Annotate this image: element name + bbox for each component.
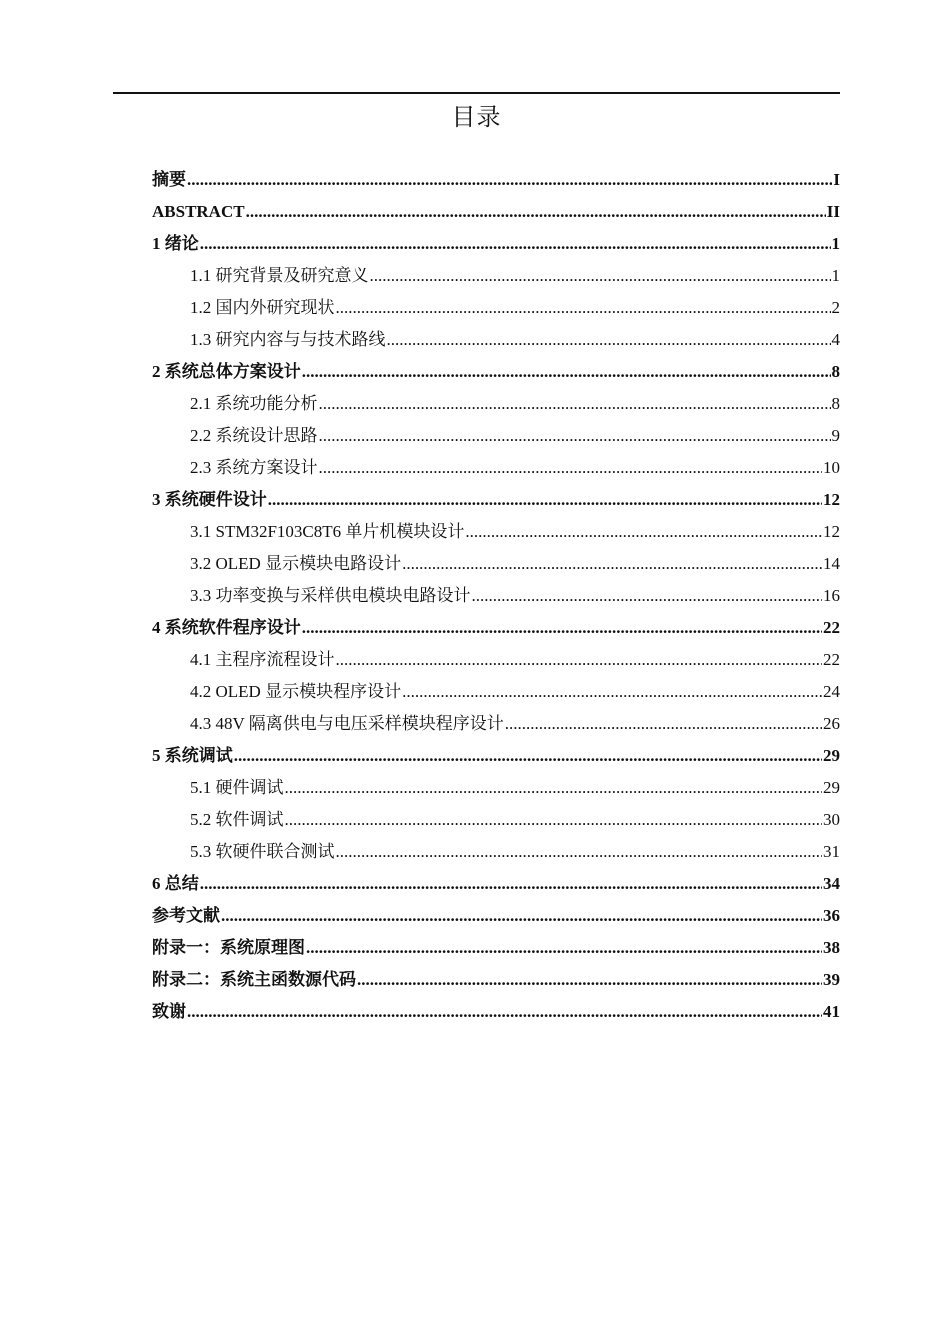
- toc-page-number: 30: [823, 810, 840, 829]
- toc-dot-leader: [370, 260, 831, 292]
- toc-entry-label: 2.1 系统功能分析: [190, 394, 318, 413]
- toc-dot-leader: [472, 580, 823, 612]
- toc-dot-leader: [336, 836, 823, 868]
- toc-chapter-entry[interactable]: [152, 996, 840, 1028]
- toc-section-entry[interactable]: [152, 516, 840, 548]
- toc-chapter-entry[interactable]: [152, 228, 840, 260]
- toc-page-number: 14: [823, 554, 840, 573]
- toc-entry-label: 6 总结: [152, 874, 199, 893]
- toc-page-number: 24: [823, 682, 840, 701]
- toc-chapter-entry[interactable]: [152, 740, 840, 772]
- toc-entry-label: 5 系统调试: [152, 746, 233, 765]
- toc-entry-label: 4.1 主程序流程设计: [190, 650, 335, 669]
- toc-section-entry[interactable]: [152, 804, 840, 836]
- toc-dot-leader: [200, 228, 831, 260]
- toc-page-number: 31: [823, 842, 840, 861]
- toc-page-number: 38: [823, 938, 840, 957]
- toc-dot-leader: [402, 548, 822, 580]
- toc-dot-leader: [285, 772, 823, 804]
- toc-entry-label: 3.3 功率变换与采样供电模块电路设计: [190, 586, 471, 605]
- toc-section-entry[interactable]: [152, 708, 840, 740]
- toc-dot-leader: [200, 868, 822, 900]
- toc-entry-label: 摘要: [152, 170, 186, 189]
- toc-page-number: 10: [823, 458, 840, 477]
- toc-section-entry[interactable]: [152, 292, 840, 324]
- toc-chapter-entry[interactable]: [152, 612, 840, 644]
- toc-dot-leader: [336, 292, 831, 324]
- toc-page-number: 12: [823, 490, 840, 509]
- toc-entry-label: 4 系统软件程序设计: [152, 618, 301, 637]
- toc-chapter-entry[interactable]: [152, 868, 840, 900]
- toc-section-entry[interactable]: [152, 260, 840, 292]
- toc-page-number: 16: [823, 586, 840, 605]
- toc-page-number: 36: [823, 906, 840, 925]
- toc-entry-label: 致谢: [152, 1002, 186, 1021]
- toc-chapter-entry[interactable]: [152, 164, 840, 196]
- toc-page-number: 41: [823, 1002, 840, 1021]
- toc-dot-leader: [505, 708, 822, 740]
- toc-entry-label: 1 绪论: [152, 234, 199, 253]
- toc-page-number: I: [833, 170, 840, 189]
- toc-entry-label: 5.1 硬件调试: [190, 778, 284, 797]
- toc-entry-label: 4.3 48V 隔离供电与电压采样模块程序设计: [190, 714, 504, 733]
- toc-dot-leader: [465, 516, 822, 548]
- toc-chapter-entry[interactable]: [152, 484, 840, 516]
- toc-chapter-entry[interactable]: [152, 196, 840, 228]
- toc-dot-leader: [319, 452, 823, 484]
- toc-dot-leader: [319, 388, 831, 420]
- toc-entry-label: 3.1 STM32F103C8T6 单片机模块设计: [190, 522, 465, 541]
- toc-dot-leader: [234, 740, 822, 772]
- toc-page-number: II: [826, 202, 840, 221]
- toc-page-number: 26: [823, 714, 840, 733]
- toc-chapter-entry[interactable]: [152, 356, 840, 388]
- toc-dot-leader: [268, 484, 822, 516]
- toc-dot-leader: [221, 900, 822, 932]
- toc-dot-leader: [357, 964, 822, 996]
- toc-dot-leader: [285, 804, 823, 836]
- toc-dot-leader: [319, 420, 831, 452]
- toc-section-entry[interactable]: [152, 772, 840, 804]
- toc-entry-label: 附录一：系统原理图: [152, 938, 305, 957]
- toc-entry-label: 1.2 国内外研究现状: [190, 298, 335, 317]
- toc-page-number: 9: [831, 426, 840, 445]
- toc-dot-leader: [187, 164, 832, 196]
- toc-page-number: 12: [823, 522, 840, 541]
- toc-entry-label: 4.2 OLED 显示模块程序设计: [190, 682, 402, 701]
- toc-section-entry[interactable]: [152, 676, 840, 708]
- toc-page-number: 8: [831, 394, 840, 413]
- toc-dot-leader: [246, 196, 826, 228]
- toc-entry-label: 附录二：系统主函数源代码: [152, 970, 356, 989]
- toc-section-entry[interactable]: [152, 388, 840, 420]
- toc-section-entry[interactable]: [152, 836, 840, 868]
- toc-section-entry[interactable]: [152, 324, 840, 356]
- toc-page-number: 29: [823, 778, 840, 797]
- toc-entry-label: 2.2 系统设计思路: [190, 426, 318, 445]
- toc-entry-label: 1.3 研究内容与与技术路线: [190, 330, 386, 349]
- toc-entry-label: 参考文献: [152, 906, 220, 925]
- toc-entry-label: 5.3 软硬件联合测试: [190, 842, 335, 861]
- toc-dot-leader: [306, 932, 822, 964]
- toc-section-entry[interactable]: [152, 580, 840, 612]
- toc-page-number: 29: [823, 746, 840, 765]
- toc-page-number: 22: [823, 618, 840, 637]
- toc-page-number: 39: [823, 970, 840, 989]
- toc-dot-leader: [302, 612, 822, 644]
- toc-page-number: 4: [831, 330, 840, 349]
- toc-section-entry[interactable]: [152, 644, 840, 676]
- toc-entry-label: 2.3 系统方案设计: [190, 458, 318, 477]
- toc-entry-label: 5.2 软件调试: [190, 810, 284, 829]
- toc-page-number: 2: [831, 298, 840, 317]
- toc-dot-leader: [387, 324, 831, 356]
- toc-section-entry[interactable]: [152, 548, 840, 580]
- toc-page-number: 1: [831, 266, 840, 285]
- toc-chapter-entry[interactable]: [152, 900, 840, 932]
- toc-entry-label: 3 系统硬件设计: [152, 490, 267, 509]
- toc-dot-leader: [336, 644, 823, 676]
- toc-entry-label: ABSTRACT: [152, 202, 245, 221]
- toc-entry-label: 1.1 研究背景及研究意义: [190, 266, 369, 285]
- toc-section-entry[interactable]: [152, 420, 840, 452]
- toc-section-entry[interactable]: [152, 452, 840, 484]
- header-rule: [113, 92, 840, 94]
- toc-dot-leader: [402, 676, 822, 708]
- toc-page-number: 34: [823, 874, 840, 893]
- toc-chapter-entry[interactable]: [152, 964, 840, 996]
- toc-entry-label: 3.2 OLED 显示模块电路设计: [190, 554, 402, 573]
- toc-dot-leader: [302, 356, 831, 388]
- toc-chapter-entry[interactable]: [152, 932, 840, 964]
- toc-page-number: 8: [831, 362, 840, 381]
- toc-page-number: 1: [831, 234, 840, 253]
- table-of-contents: [152, 164, 840, 1028]
- page-title: 目录: [451, 103, 502, 131]
- toc-page-number: 22: [823, 650, 840, 669]
- toc-dot-leader: [187, 996, 822, 1028]
- toc-entry-label: 2 系统总体方案设计: [152, 362, 301, 381]
